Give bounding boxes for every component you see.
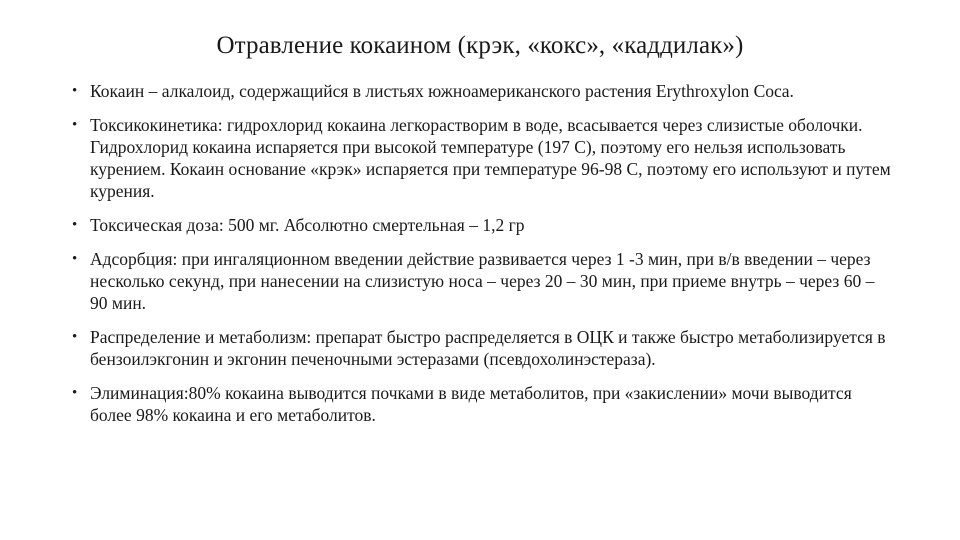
bullet-text: Адсорбция: при ингаляционном введении действие развивается через 1 -3 мин, при в/в введении – через несколько секунд, при нанесении на слизистую носа – через 20 – 30 мин, при приеме внутрь – через 60 – 90 мин.	[90, 249, 875, 313]
bullet-text: Элиминация:80% кокаина выводится почками в виде метаболитов, при «закислении» мочи выводится более 98% кокаина и его метаболитов.	[90, 383, 852, 425]
bullet-dot-icon: •	[72, 251, 78, 267]
bullet-item	[72, 326, 892, 370]
bullet-item	[72, 248, 892, 314]
bullet-item	[72, 80, 892, 102]
bullet-item	[72, 214, 892, 236]
bullet-text: Распределение и метаболизм: препарат быстро распределяется в ОЦК и также быстро метаболизируется в бензоилэкгонин и экгонин печеночными эстеразами (псевдохолинэстераза).	[90, 327, 886, 369]
bullet-item	[72, 382, 892, 426]
bullet-dot-icon: •	[72, 83, 78, 99]
bullet-text: Токсическая доза: 500 мг. Абсолютно смертельная – 1,2 гр	[90, 215, 525, 235]
bullet-dot-icon: •	[72, 117, 78, 133]
bullet-dot-icon: •	[72, 385, 78, 401]
bullet-dot-icon: •	[72, 217, 78, 233]
bullet-text: Токсикокинетика: гидрохлорид кокаина легкорастворим в воде, всасывается через слизистые оболочки. Гидрохлорид кокаина испаряется при высокой температуре (197 С), поэтому его нельзя использовать курением. Кокаин основание «крэк» испаряется при температуре 96-98 С, поэтому его используют и путем курения.	[90, 115, 891, 201]
bullet-item	[72, 114, 892, 202]
slide-title: Отравление кокаином (крэк, «кокс», «каддилак»)	[216, 32, 744, 59]
bullet-list	[72, 80, 892, 438]
bullet-dot-icon: •	[72, 329, 78, 345]
bullet-text: Кокаин – алкалоид, содержащийся в листьях южноамериканского растения Erythroxylon Coca.	[90, 81, 794, 101]
